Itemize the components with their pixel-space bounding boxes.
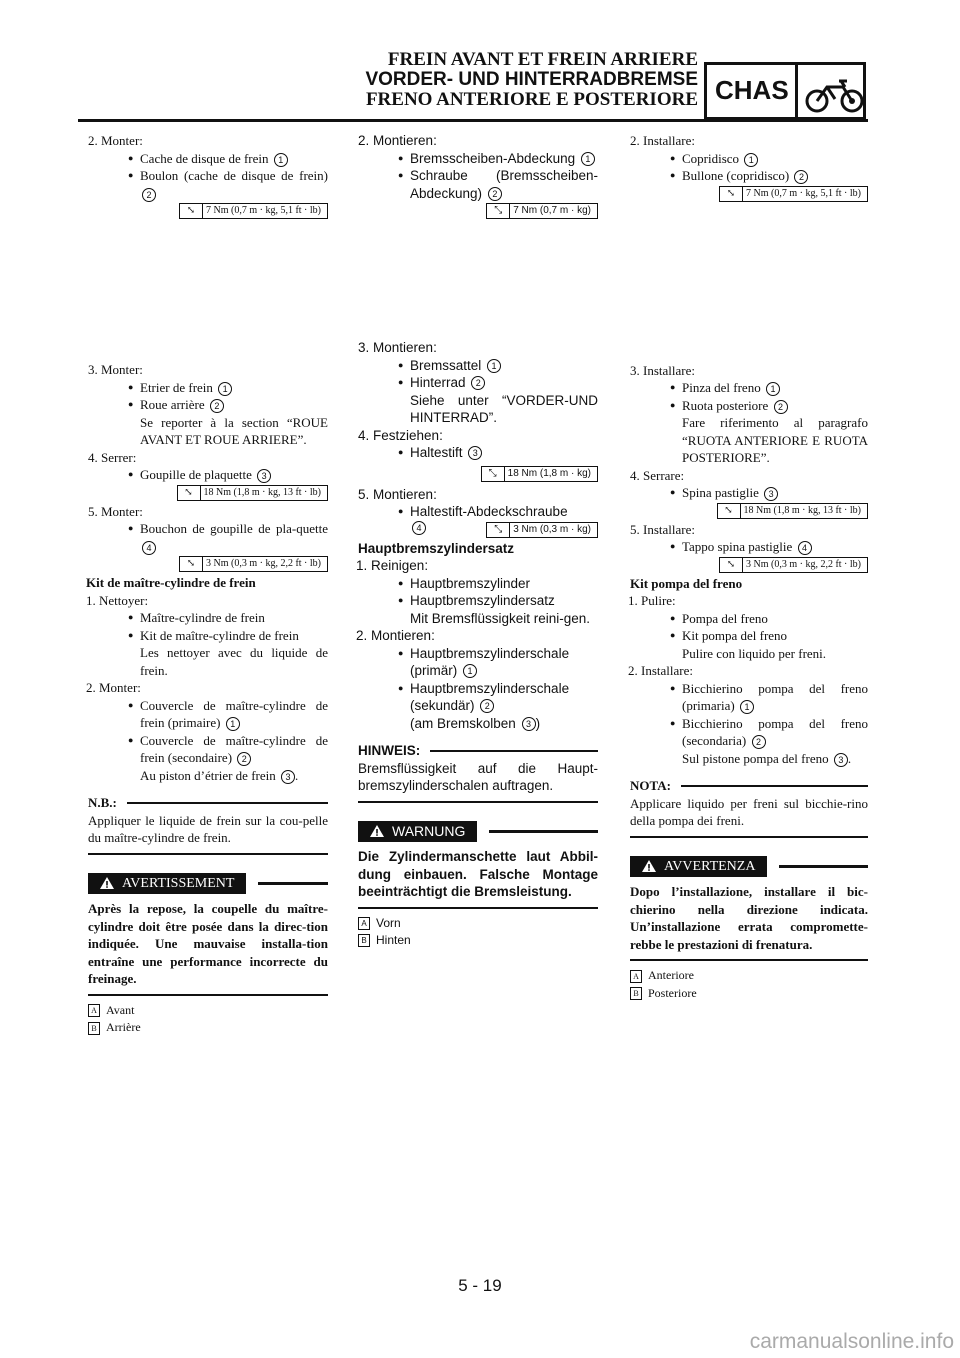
fr-note-text: Appliquer le liquide de frein sur la cou-pelle du maître-cylindre de frein.	[88, 812, 328, 845]
title-it: FRENO ANTERIORE E POSTERIORE	[365, 89, 698, 110]
fr-step-4: 4. Serrer:	[88, 449, 137, 465]
de-k1-note: Mit Bremsflüssigkeit reini-gen.	[410, 610, 591, 626]
fr-s5-item-1: ● Bouchon de goupille de pla-quette 4	[88, 520, 328, 555]
de-step-5: 5. Montieren:	[358, 486, 437, 502]
it-warning-text: Dopo l’installazione, installare il bic-chierino nella direzione indicata. Un’installazione errata compromette-rebbe le prestazioni di frenatura.	[630, 884, 868, 952]
fr-s5-torque: ⤡ 3 Nm (0,3 m · kg, 2,2 ft · lb)	[88, 556, 328, 572]
fr-step-2: 2. Monter:	[88, 133, 143, 148]
de-kit-step-1: 1. Reinigen:	[356, 558, 429, 573]
watermark: carmanualsonline.info	[749, 1330, 954, 1353]
section-label: CHAS	[715, 75, 789, 105]
de-step-2: 2. Montieren:	[358, 133, 437, 148]
torque-wrench-icon: ⤡	[720, 187, 743, 201]
it-k2-item-1: ● Bicchierino pompa del freno (primaria) 1	[630, 680, 868, 715]
de-warning-rule	[358, 907, 598, 909]
de-note-heading: HINWEIS:	[358, 742, 598, 760]
it-s3-item-2: ● Ruota posteriore 2	[630, 397, 868, 415]
it-note-heading: NOTA:	[630, 777, 868, 795]
de-s5-row: 4 ⤡ 3 Nm (0,3 m · kg)	[358, 521, 598, 540]
de-s3-item-2: ● Hinterrad 2	[358, 374, 598, 392]
it-warning-heading	[630, 856, 868, 878]
de-s2-torque: ⤡ 7 Nm (0,7 m · kg)	[358, 203, 598, 219]
fr-k2-item-1: ● Couvercle de maître-cylindre de frein (primaire) 1	[88, 697, 328, 732]
fr-s2-torque: ⤡ 7 Nm (0,7 m · kg, 5,1 ft · lb)	[88, 203, 328, 219]
torque-wrench-icon: ⤡	[180, 557, 203, 571]
fr-k2-item-2: ● Couvercle de maître-cylindre de frein (secondaire) 2	[88, 732, 328, 767]
fr-s3-item-2: ● Roue arrière 2	[88, 396, 328, 414]
de-s2-item-1: ● Bremsscheiben-Abdeckung 1	[358, 150, 598, 168]
title-de: VORDER- UND HINTERRADBREMSE	[365, 69, 698, 90]
it-k1-item-1: ● Pompa del freno	[630, 610, 868, 628]
it-kit-title: Kit pompa del freno	[630, 575, 743, 591]
it-s2-item-2: ● Bullone (copridisco) 2	[630, 167, 868, 185]
warning-icon	[642, 860, 656, 872]
torque-wrench-icon: ⤡	[482, 467, 505, 481]
de-warning-heading	[358, 821, 598, 843]
fr-s4-torque: ⤡ 18 Nm (1,8 m · kg, 13 ft · lb)	[88, 485, 328, 501]
header-rule	[78, 119, 868, 122]
title-fr: FREIN AVANT ET FREIN ARRIERE	[387, 49, 698, 70]
fr-s2-item-1: ● Cache de disque de frein 1	[88, 150, 328, 168]
fr-note-heading: N.B.:	[88, 794, 328, 812]
de-warning-text: Die Zylindermanschette laut Abbil-dung einbauen. Falsche Montage beeinträchtigt die Bremsleistung.	[358, 849, 598, 899]
it-s2-item-1: ● Copridisco 1	[630, 150, 868, 168]
it-step-3: 3. Installare:	[630, 362, 695, 378]
it-legend: A Anteriore B Posteriore	[630, 967, 868, 1002]
fr-kit-title: Kit de maître-cylindre de frein	[86, 575, 256, 590]
de-s4-torque: ⤡ 18 Nm (1,8 m · kg)	[358, 466, 598, 482]
fr-s3-ref: Se reporter à la section “ROUE AVANT ET ROUE ARRIERE”.	[140, 414, 328, 447]
fr-warning-heading	[88, 873, 328, 895]
it-s3-ref: Fare riferimento al paragrafo “RUOTA ANTERIORE E RUOTA POSTERIORE”.	[682, 415, 868, 465]
de-k1-item-2: ● Hauptbremszylindersatz	[358, 592, 598, 610]
fr-k1-item-2: ● Kit de maître-cylindre de frein	[88, 627, 328, 645]
motorcycle-icon	[805, 71, 865, 115]
de-k1-item-1: ● Hauptbremszylinder	[358, 575, 598, 593]
fr-kit-step-2: 2. Monter:	[86, 680, 141, 695]
fr-k2-note: Au piston d’étrier de frein 3 .	[140, 767, 299, 783]
warning-badge: AVERTISSEMENT	[88, 873, 246, 895]
it-warning-rule	[630, 959, 868, 961]
fr-step-3: 3. Monter:	[88, 362, 143, 377]
warning-badge: WARNUNG	[358, 821, 477, 843]
column-it	[630, 132, 868, 1002]
fr-s3-item-1: ● Etrier de frein 1	[88, 379, 328, 397]
it-step-5: 5. Installare:	[630, 521, 695, 537]
fr-s4-item-1: ● Goupille de plaquette 3	[88, 466, 328, 484]
it-kit-step-1: 1. Pulire:	[628, 593, 676, 608]
it-k2-note: Sul pistone pompa del freno 3 .	[682, 750, 852, 766]
it-s5-torque: ⤡ 3 Nm (0,3 m · kg, 2,2 ft · lb)	[630, 557, 868, 573]
torque-wrench-icon: ⤡	[180, 204, 203, 218]
page-header	[340, 50, 698, 110]
fr-kit-step-1: 1. Nettoyer:	[86, 592, 149, 608]
fr-s2-item-2: ● Boulon (cache de disque de frein) 2	[88, 167, 328, 202]
torque-wrench-icon: ⤡	[487, 204, 510, 218]
de-k2-item-2: ● Hauptbremszylinderschale (sekundär) 2	[358, 680, 598, 715]
fr-step-5: 5. Monter:	[88, 503, 143, 519]
torque-wrench-icon: ⤡	[487, 523, 510, 537]
it-s4-torque: ⤡ 18 Nm (1,8 m · kg, 13 ft · lb)	[630, 503, 868, 519]
it-s2-torque: ⤡ 7 Nm (0,7 m · kg, 5,1 ft · lb)	[630, 186, 868, 202]
de-step-4: 4. Festziehen:	[358, 427, 443, 443]
fr-legend: A Avant B Arrière	[88, 1002, 328, 1037]
it-kit-step-2: 2. Installare:	[628, 663, 693, 678]
de-s3-item-1: ● Bremssattel 1	[358, 357, 598, 375]
de-s3-ref: Siehe unter “VORDER-UND HINTERRAD”.	[410, 392, 598, 425]
fr-warning-rule	[88, 994, 328, 996]
section-badge	[704, 62, 866, 120]
warning-icon	[370, 825, 384, 837]
de-s5-item-1: ● Haltestift-Abdeckschraube	[358, 503, 598, 521]
de-s5-torque: ⤡ 3 Nm (0,3 m · kg)	[486, 522, 598, 538]
it-note-text: Applicare liquido per freni sul bicchie-rino della pompa dei freni.	[630, 795, 868, 828]
it-s5-item-1: ● Tappo spina pastiglie 4	[630, 538, 868, 556]
de-s2-item-2: ● Schraube (Bremsscheiben-Abdeckung) 2	[358, 167, 598, 202]
warning-badge: AVVERTENZA	[630, 856, 767, 878]
de-legend: A Vorn B Hinten	[358, 915, 598, 950]
de-kit-title: Hauptbremszylindersatz	[358, 540, 515, 556]
it-s4-item-1: ● Spina pastiglie 3	[630, 484, 868, 502]
de-note-text: Bremsflüssigkeit auf die Haupt-bremszylinderschalen auftragen.	[358, 760, 598, 793]
fr-k1-note: Les nettoyer avec du liquide de frein.	[140, 645, 328, 678]
de-k2-item-1: ● Hauptbremszylinderschale (primär) 1	[358, 645, 598, 680]
torque-wrench-icon: ⤡	[178, 486, 201, 500]
it-k1-item-2: ● Kit pompa del freno	[630, 627, 868, 645]
fr-note-rule	[88, 853, 328, 855]
it-note-rule	[630, 836, 868, 838]
badge-divider	[795, 65, 798, 117]
it-k2-item-2: ● Bicchierino pompa del freno (secondaria) 2	[630, 715, 868, 750]
it-s3-item-1: ● Pinza del freno 1	[630, 379, 868, 397]
fr-k1-item-1: ● Maître-cylindre de frein	[88, 609, 328, 627]
de-note-rule	[358, 801, 598, 803]
torque-wrench-icon: ⤡	[718, 504, 741, 518]
de-s4-item-1: ● Haltestift 3	[358, 444, 598, 462]
torque-wrench-icon: ⤡	[720, 558, 743, 572]
de-k2-note: (am Bremskolben 3 )	[410, 715, 541, 731]
fr-warning-text: Après la repose, la coupelle du maître-cylindre doit être posée dans la direc-tion indiquée. Une mauvaise installa-tion entraîne une performance incorrecte du freinage.	[88, 901, 328, 986]
it-step-4: 4. Serrare:	[630, 467, 685, 483]
de-kit-step-2: 2. Montieren:	[356, 628, 435, 643]
page-number: 5 - 19	[458, 1276, 502, 1295]
column-fr	[88, 132, 328, 1037]
warning-icon	[100, 877, 114, 889]
column-de	[358, 132, 598, 950]
it-step-2: 2. Installare:	[630, 133, 695, 148]
it-k1-note: Pulire con liquido per freni.	[682, 645, 827, 661]
de-step-3: 3. Montieren:	[358, 340, 437, 355]
